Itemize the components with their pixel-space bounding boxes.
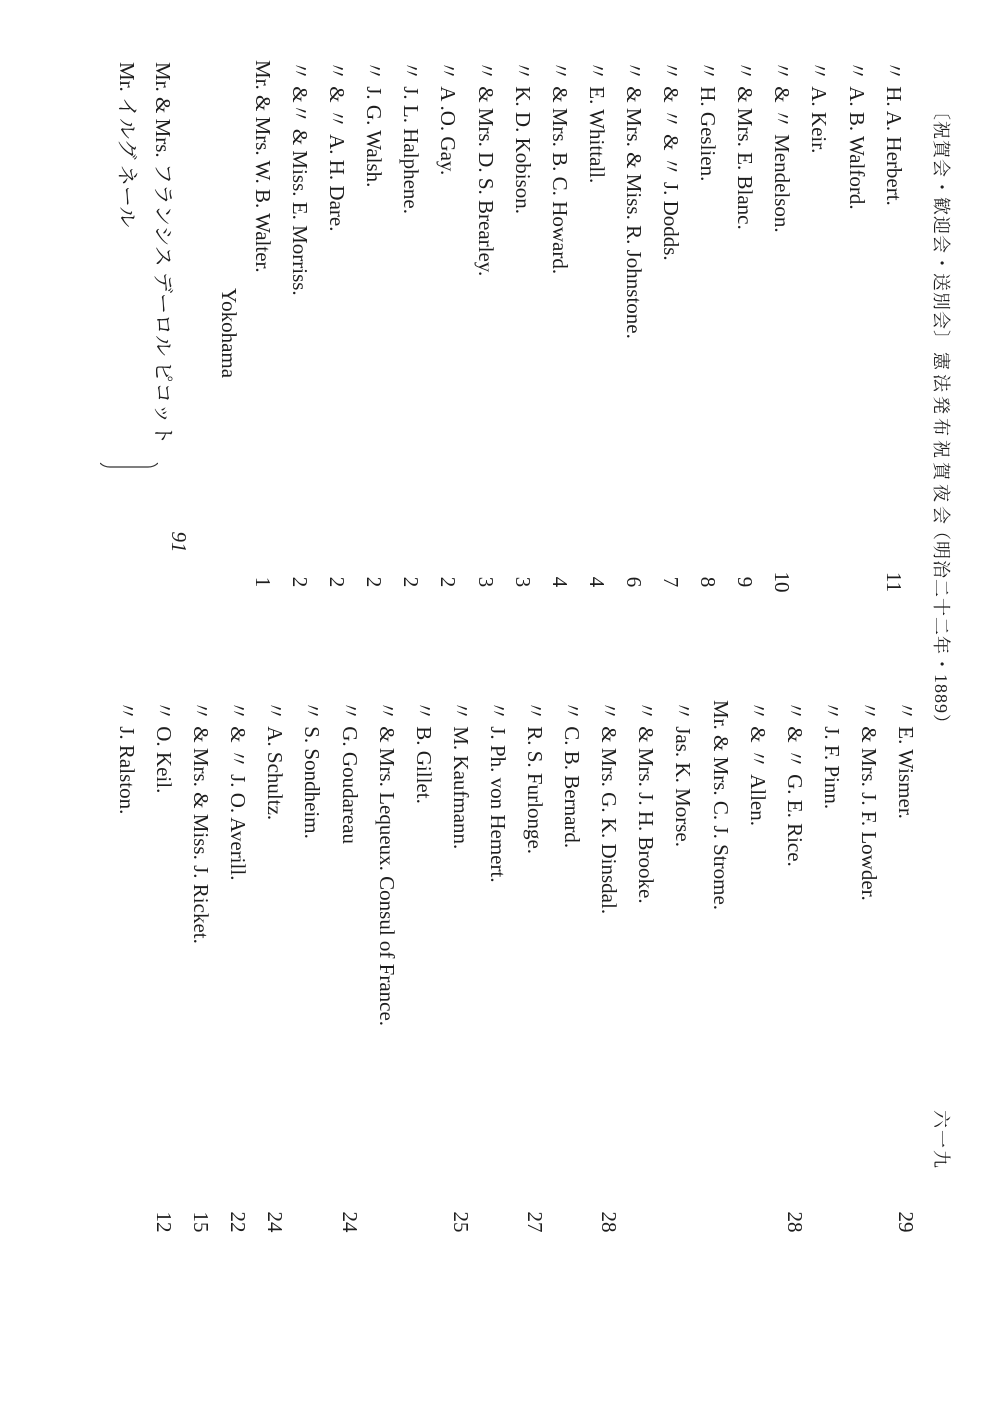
attendee-number: 9 [733, 576, 758, 588]
attendee-number: 4 [584, 576, 609, 588]
attendee-name: 〃 A .O. Gay. [436, 60, 461, 176]
attendee-name: 〃 & Mrs. & Miss. J. Ricket. [189, 700, 214, 944]
attendee-name: 〃 & 〃 G. E. Rice. [782, 700, 807, 867]
top-entry-2: Mr. & Mrs. フランシス デーロル ピコット [151, 62, 175, 445]
attendee-number: 2 [325, 576, 350, 588]
attendee-number: 11 [881, 571, 906, 593]
attendee-name: 〃 E. Wismer. [894, 700, 919, 819]
attendee-number: 2 [436, 576, 461, 588]
attendee-number: 1 [251, 576, 275, 588]
attendee-name: 〃 J. F. Pinn. [819, 700, 844, 810]
attendee-number: 12 [152, 1211, 177, 1233]
attendee-number: 2 [288, 576, 313, 588]
attendee-number: 3 [510, 576, 535, 588]
attendee-name: 〃 H. A. Herbert. [881, 60, 906, 206]
attendee-name: 〃 G. Goudareau [337, 700, 362, 845]
attendee-name: 〃 & 〃 Mendelson. [770, 60, 795, 233]
attendee-number: 25 [448, 1211, 473, 1233]
attendee-name: 〃 & 〃 J. O. Averill. [226, 700, 251, 881]
attendee-name: 〃 & 〃 & 〃 J. Dodds. [659, 60, 684, 261]
attendee-number: 6 [622, 576, 646, 588]
attendee-name: 〃 & Mrs. D. S. Brearley. [473, 60, 498, 277]
attendee-name: Mr. & Mrs. C. J. Strome. [708, 700, 733, 911]
attendee-name: 〃 S. Sondheim. [300, 700, 325, 839]
attendee-name: 〃 & Mrs. & Miss. R. Johnstone. [622, 60, 646, 339]
attendee-name: 〃 C. B. Bernard. [560, 700, 585, 849]
attendee-name: 〃 J. Ph. von Hemert. [486, 700, 510, 883]
footer-category: 〔祝賀会・歓迎会・送別会〕 [931, 102, 951, 349]
attendee-name: 〃 J. L. Halphene. [399, 60, 424, 214]
attendee-name: 〃 & Mrs. E. Blanc. [733, 60, 758, 230]
attendee-name: 〃 A. Schultz. [263, 700, 288, 821]
bracket-mark [100, 462, 158, 468]
attendee-name: 〃 & Mrs. Lequeux. Consul of France. [374, 700, 399, 1027]
attendee-name: 〃 A. B. Walford. [844, 60, 869, 210]
attendee-name: 〃 M. Kaufmann. [448, 700, 473, 850]
attendee-name: 〃 & 〃 A. H. Dare. [325, 60, 350, 232]
attendee-name: 〃 A. Keir. [807, 60, 832, 154]
section-heading-yokohama: Yokohama [217, 288, 241, 379]
attendee-number: 15 [189, 1211, 214, 1233]
attendee-number: 28 [597, 1211, 622, 1233]
attendee-name: 〃 O. Keil. [152, 700, 177, 794]
top-number: 91 [167, 531, 191, 553]
attendee-name: 〃 & Mrs. J. F. Lowder. [857, 700, 881, 901]
attendee-name: 〃 H. Geslien. [696, 60, 721, 182]
attendee-name: 〃 J. Ralston. [115, 700, 139, 815]
attendee-number: 27 [523, 1211, 548, 1233]
attendee-name: 〃 B. Gillet. [411, 700, 436, 804]
attendee-number: 8 [696, 576, 721, 588]
attendee-number: 10 [770, 571, 795, 593]
attendee-number: 22 [226, 1211, 251, 1233]
attendee-number: 24 [337, 1211, 362, 1233]
attendee-number: 28 [782, 1211, 807, 1233]
footer-page-number: 六一九 [931, 1110, 951, 1170]
footer-title: 憲法発布祝賀夜会 [931, 352, 951, 528]
attendee-name: 〃 J. G. Walsh. [362, 60, 387, 188]
attendee-number: 2 [399, 576, 424, 588]
attendee-number: 2 [362, 576, 387, 588]
footer-date: （明治二十二年・1889） [931, 522, 951, 733]
attendee-number: 7 [659, 576, 684, 588]
attendee-name: 〃 &〃 & Miss. E. Morriss. [288, 60, 313, 296]
attendee-name: 〃 & Mrs. B. C. Howard. [547, 60, 572, 275]
top-entry-1: Mr. イルグ ネール [115, 62, 139, 228]
attendee-name: 〃 E. Whittall. [584, 60, 609, 184]
attendee-name: 〃 R. S. Furlonge. [523, 700, 548, 855]
attendee-number: 4 [547, 576, 572, 588]
attendee-name: 〃 & Mrs. G. K. Dinsdal. [597, 700, 622, 915]
attendee-name: 〃 Jas. K. Morse. [671, 700, 696, 847]
attendee-number: 3 [473, 576, 498, 588]
attendee-name: 〃 & Mrs. J. H. Brooke. [634, 700, 659, 904]
attendee-name: Mr. & Mrs. W. B. Walter. [251, 60, 275, 273]
attendee-name: 〃 & 〃 Allen. [745, 700, 770, 826]
attendee-number: 29 [894, 1211, 919, 1233]
attendee-name: 〃 K. D. Kobison. [510, 60, 535, 215]
attendee-number: 24 [263, 1211, 288, 1233]
